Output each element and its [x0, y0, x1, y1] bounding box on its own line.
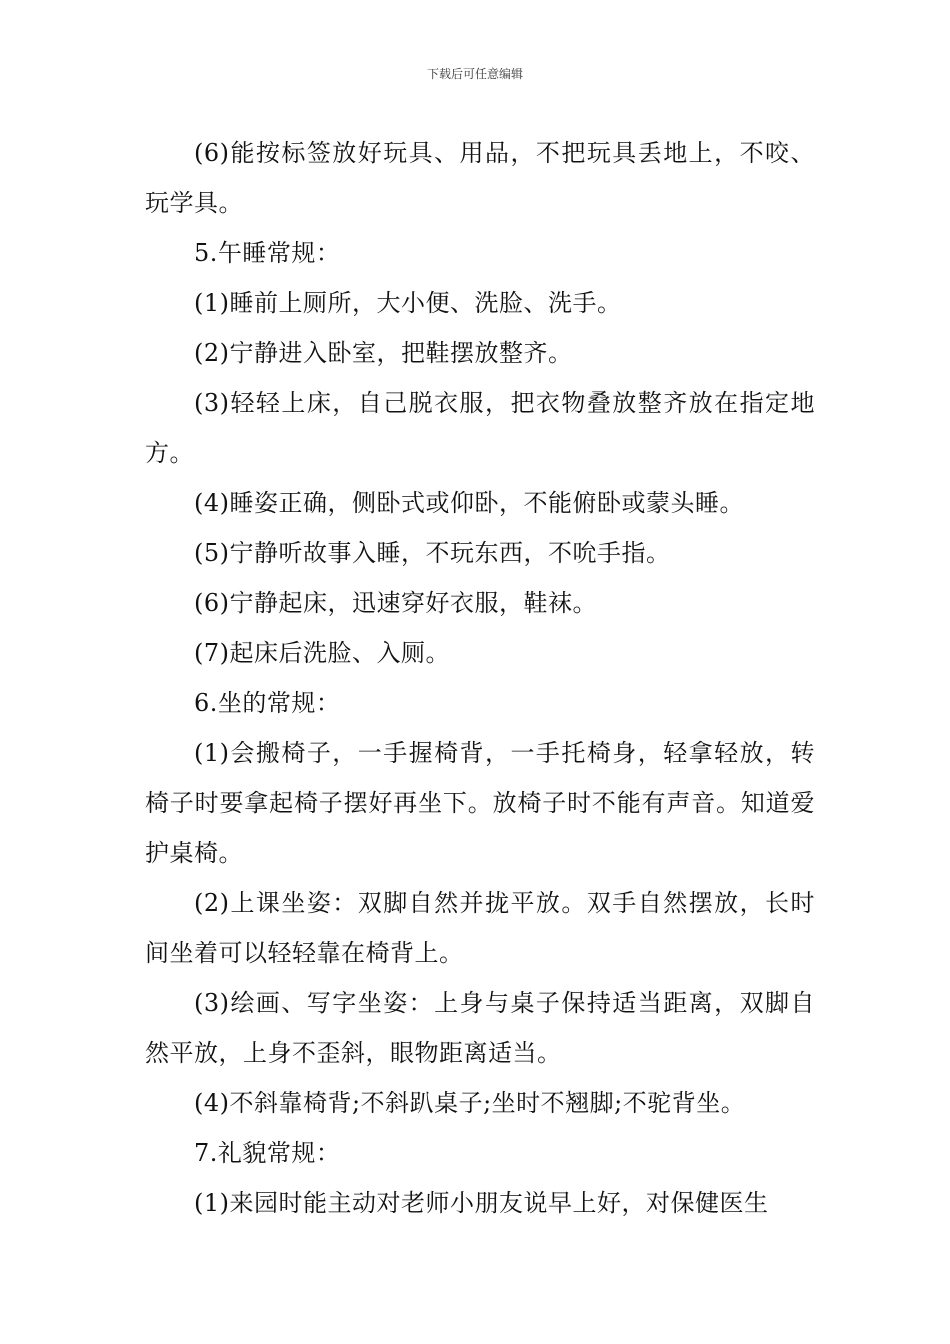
paragraph: (6)宁静起床，迅速穿好衣服，鞋袜。 [194, 589, 597, 617]
paragraph: (2)宁静进入卧室，把鞋摆放整齐。 [194, 339, 573, 367]
paragraph: (1)会搬椅子，一手握椅背，一手托椅身，轻拿轻放，转椅子时要拿起椅子摆好再坐下。放椅子时不能有声音。知道爱护桌椅。 [145, 739, 815, 867]
paragraph: (2)上课坐姿：双脚自然并拢平放。双手自然摆放，长时间坐着可以轻轻靠在椅背上。 [145, 889, 815, 967]
paragraph: (6)能按标签放好玩具、用品，不把玩具丢地上，不咬、玩学具。 [145, 139, 815, 217]
document-body [145, 128, 815, 1228]
paragraph: (1)来园时能主动对老师小朋友说早上好，对保健医生 [194, 1189, 769, 1217]
paragraph: (7)起床后洗脸、入厕。 [194, 639, 450, 667]
page-header: 下载后可任意编辑 [426, 67, 523, 81]
section-heading-nap: 5.午睡常规： [194, 239, 341, 267]
section-heading-sitting: 6.坐的常规： [194, 689, 341, 717]
paragraph: (3)绘画、写字坐姿：上身与桌子保持适当距离，双脚自然平放，上身不歪斜，眼物距离适当。 [145, 989, 815, 1067]
paragraph: (3)轻轻上床，自己脱衣服，把衣物叠放整齐放在指定地方。 [145, 389, 815, 467]
paragraph: (1)睡前上厕所，大小便、洗脸、洗手。 [194, 289, 622, 317]
section-heading-manners: 7.礼貌常规： [194, 1139, 341, 1167]
paragraph: (4)不斜靠椅背;不斜趴桌子;坐时不翘脚;不驼背坐。 [194, 1089, 746, 1117]
paragraph: (4)睡姿正确，侧卧式或仰卧，不能俯卧或蒙头睡。 [194, 489, 744, 517]
paragraph: (5)宁静听故事入睡，不玩东西，不吮手指。 [194, 539, 671, 567]
